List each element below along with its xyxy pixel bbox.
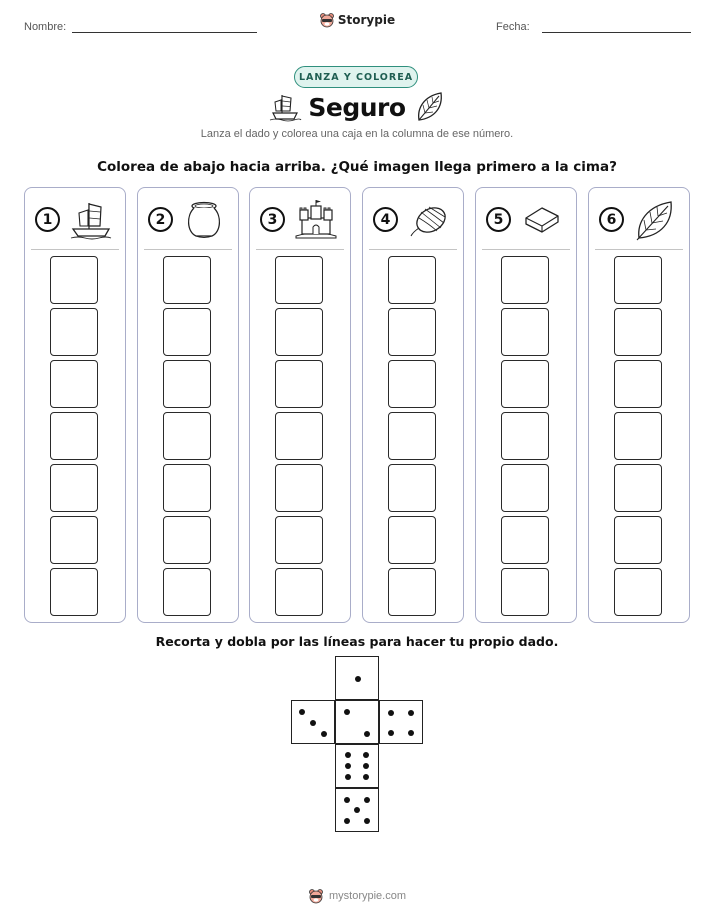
date-label: Fecha: [496, 21, 530, 33]
column-divider [256, 249, 344, 250]
color-box-6-6[interactable] [614, 308, 662, 356]
sponge-icon [520, 198, 564, 242]
color-box-1-5[interactable] [50, 360, 98, 408]
instruction-heading: Colorea de abajo hacia arriba. ¿Qué imagen llega primero a la cima? [97, 159, 617, 175]
yarn-ball-icon [407, 198, 451, 242]
color-box-4-5[interactable] [388, 360, 436, 408]
page-title: Seguro [308, 93, 406, 122]
color-box-4-2[interactable] [388, 516, 436, 564]
die-pip [345, 763, 351, 769]
color-box-4-4[interactable] [388, 412, 436, 460]
color-box-3-7[interactable] [275, 256, 323, 304]
die-face-1-center [335, 700, 379, 744]
color-box-3-6[interactable] [275, 308, 323, 356]
color-box-6-4[interactable] [614, 412, 662, 460]
color-box-5-7[interactable] [501, 256, 549, 304]
color-box-2-1[interactable] [163, 568, 211, 616]
race-column-1 [24, 187, 126, 623]
color-box-2-6[interactable] [163, 308, 211, 356]
color-box-3-5[interactable] [275, 360, 323, 408]
color-box-4-3[interactable] [388, 464, 436, 512]
column-number: 5 [486, 207, 511, 232]
junk-boat-icon [69, 198, 113, 242]
column-number: 1 [35, 207, 60, 232]
footer [0, 888, 714, 904]
die-face-6 [335, 744, 379, 788]
column-divider [369, 249, 457, 250]
column-divider [595, 249, 683, 250]
bear-mascot-icon [308, 888, 324, 904]
name-line[interactable] [72, 32, 257, 33]
die-pip [364, 797, 370, 803]
die-pip [354, 807, 360, 813]
activity-badge: LANZA Y COLOREA [294, 66, 418, 88]
die-pip [345, 774, 351, 780]
die-pip [355, 676, 361, 682]
color-box-1-7[interactable] [50, 256, 98, 304]
color-box-2-2[interactable] [163, 516, 211, 564]
color-box-4-7[interactable] [388, 256, 436, 304]
die-instruction: Recorta y dobla por las líneas para hacer tu propio dado. [155, 634, 559, 649]
color-box-2-3[interactable] [163, 464, 211, 512]
die-face-4 [379, 700, 423, 744]
color-box-5-5[interactable] [501, 360, 549, 408]
die-pip [345, 752, 351, 758]
color-box-2-5[interactable] [163, 360, 211, 408]
column-divider [482, 249, 570, 250]
color-box-1-6[interactable] [50, 308, 98, 356]
color-box-6-2[interactable] [614, 516, 662, 564]
date-line[interactable] [542, 32, 691, 33]
color-box-5-2[interactable] [501, 516, 549, 564]
name-label: Nombre: [24, 21, 67, 33]
die-pip [364, 818, 370, 824]
die-face-5 [335, 788, 379, 832]
color-box-5-1[interactable] [501, 568, 549, 616]
die-pip [364, 731, 370, 737]
color-box-4-1[interactable] [388, 568, 436, 616]
column-number: 2 [148, 207, 173, 232]
color-box-3-4[interactable] [275, 412, 323, 460]
bear-mascot-icon [319, 12, 335, 28]
color-box-2-7[interactable] [163, 256, 211, 304]
die-pip [344, 797, 350, 803]
brand-logo [0, 12, 714, 28]
color-box-6-7[interactable] [614, 256, 662, 304]
die-pip [321, 731, 327, 737]
color-box-6-3[interactable] [614, 464, 662, 512]
color-box-1-1[interactable] [50, 568, 98, 616]
die-pip [363, 774, 369, 780]
die-pip [344, 709, 350, 715]
race-column-6 [588, 187, 690, 623]
color-box-5-3[interactable] [501, 464, 549, 512]
die-pip [408, 710, 414, 716]
column-number: 6 [599, 207, 624, 232]
page-subtitle: Lanza el dado y colorea una caja en la columna de ese número. [200, 128, 514, 140]
color-box-1-3[interactable] [50, 464, 98, 512]
pot-icon [182, 198, 226, 242]
die-face-3 [291, 700, 335, 744]
column-divider [144, 249, 232, 250]
leaf-title-icon [414, 90, 446, 124]
column-number: 3 [260, 207, 285, 232]
die-pip [299, 709, 305, 715]
die-face-1 [335, 656, 379, 700]
brand-name: Storypie [337, 13, 396, 27]
race-column-4 [362, 187, 464, 623]
color-box-3-3[interactable] [275, 464, 323, 512]
color-box-3-1[interactable] [275, 568, 323, 616]
footer-url[interactable]: mystorypie.com [328, 890, 407, 902]
die-pip [388, 710, 394, 716]
color-box-3-2[interactable] [275, 516, 323, 564]
color-box-1-2[interactable] [50, 516, 98, 564]
die-pip [408, 730, 414, 736]
sandcastle-icon [294, 198, 338, 242]
column-number: 4 [373, 207, 398, 232]
color-box-6-1[interactable] [614, 568, 662, 616]
color-box-1-4[interactable] [50, 412, 98, 460]
race-column-3 [249, 187, 351, 623]
column-divider [31, 249, 119, 250]
race-column-2 [137, 187, 239, 623]
color-box-6-5[interactable] [614, 360, 662, 408]
die-pip [388, 730, 394, 736]
color-box-5-4[interactable] [501, 412, 549, 460]
die-pip [363, 752, 369, 758]
color-box-2-4[interactable] [163, 412, 211, 460]
color-box-5-6[interactable] [501, 308, 549, 356]
color-box-4-6[interactable] [388, 308, 436, 356]
race-column-5 [475, 187, 577, 623]
die-pip [344, 818, 350, 824]
die-pip [363, 763, 369, 769]
die-pip [310, 720, 316, 726]
leaf-icon [633, 198, 677, 242]
